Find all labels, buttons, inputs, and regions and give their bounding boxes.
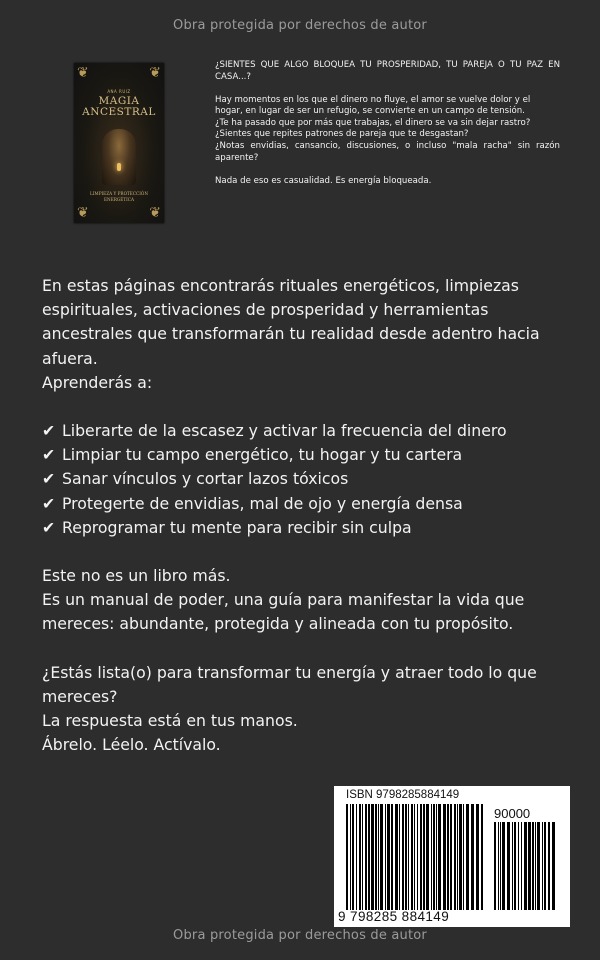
barcode-bar bbox=[481, 804, 483, 910]
cover-title-line: MAGIA bbox=[98, 95, 140, 107]
barcode-bar bbox=[417, 804, 418, 910]
checklist-item-label: Sanar vínculos y cortar lazos tóxicos bbox=[62, 469, 349, 489]
barcode-bar bbox=[436, 804, 437, 910]
barcode-bar bbox=[466, 804, 469, 910]
intro-question: ¿Te ha pasado que por más que trabajas, el dinero se va sin dejar rastro? bbox=[215, 117, 531, 128]
intro-question: ¿Sientes que repites patrones de pareja que te desgastan? bbox=[215, 129, 469, 140]
checkmark-icon: ✔ bbox=[42, 493, 56, 513]
barcode-bar bbox=[352, 804, 354, 910]
barcode-bar bbox=[476, 804, 479, 910]
checkmark-icon: ✔ bbox=[42, 517, 56, 537]
barcode-bar bbox=[402, 804, 404, 910]
barcode-bar bbox=[399, 804, 400, 910]
barcode-bar bbox=[494, 822, 496, 910]
barcode-bar bbox=[438, 804, 441, 910]
description-paragraph bbox=[42, 274, 562, 395]
addon-barcode-bars bbox=[494, 822, 556, 910]
checklist-item-label: Limpiar tu campo energético, tu hogar y tu cartera bbox=[62, 445, 463, 465]
barcode-bar bbox=[371, 804, 374, 910]
barcode-bar bbox=[548, 822, 550, 910]
barcode-bar bbox=[443, 804, 446, 910]
description-text: ¿Estás lista(o) para transformar tu energía y atraer todo lo que mereces? bbox=[42, 662, 537, 706]
barcode-bar bbox=[512, 822, 513, 910]
checkmark-icon: ✔ bbox=[42, 421, 56, 441]
barcode-bar bbox=[502, 822, 505, 910]
barcode-bar bbox=[500, 822, 501, 910]
isbn-label: ISBN 9798285884149 bbox=[346, 789, 460, 801]
barcode-bar bbox=[368, 804, 370, 910]
barcode-bars bbox=[346, 804, 486, 910]
barcode-bar bbox=[542, 822, 543, 910]
cover-subtitle-line: LIMPIEZA Y PROTECCIÓN bbox=[89, 191, 149, 196]
barcode-bar bbox=[544, 822, 546, 910]
barcode-bar bbox=[359, 804, 361, 910]
barcode-bar bbox=[433, 804, 435, 910]
barcode-bar bbox=[459, 804, 462, 910]
learn-lead-in: Aprenderás a: bbox=[42, 372, 153, 392]
barcode-bar bbox=[431, 804, 432, 910]
barcode-digits: 9 798285 884149 bbox=[338, 909, 450, 924]
barcode-bar bbox=[365, 804, 367, 910]
description-text: En estas páginas encontrarás rituales energéticos, limpiezas espirituales, activaciones de prosperidad y herramientas ancestrales que transformarán tu realidad desde adentro hacia afuera. bbox=[42, 276, 540, 368]
barcode-bar bbox=[457, 804, 458, 910]
copyright-watermark-top: Obra protegida por derechos de autor bbox=[173, 18, 427, 33]
barcode-bar bbox=[537, 822, 540, 910]
barcode-bar bbox=[524, 822, 527, 910]
intro-closing: Nada de eso es casualidad. Es energía bloqueada. bbox=[215, 175, 432, 186]
barcode-bar bbox=[411, 804, 413, 910]
description-text: La respuesta está en tus manos. bbox=[42, 711, 298, 731]
checkmark-icon: ✔ bbox=[42, 445, 56, 465]
barcode-bar bbox=[532, 822, 534, 910]
barcode-bar bbox=[423, 804, 425, 910]
description-text: Este no es un libro más. bbox=[42, 566, 231, 586]
barcode-bar bbox=[518, 822, 519, 910]
intro-text: Hay momentos en los que el dinero no fluye, el amor se vuelve dolor y el hogar, en lugar de ser un refugio, se convierte en un campo de tensión. bbox=[215, 94, 531, 117]
barcode-bar bbox=[471, 804, 474, 910]
barcode-bar bbox=[420, 804, 422, 910]
intro-heading: ¿SIENTES QUE ALGO BLOQUEA TU PROSPERIDAD, TU PAREJA O TU PAZ EN CASA...? bbox=[215, 60, 560, 82]
barcode-bar bbox=[414, 804, 415, 910]
barcode-bar bbox=[391, 804, 393, 910]
barcode-bar bbox=[528, 822, 531, 910]
checkmark-icon: ✔ bbox=[42, 469, 56, 489]
book-cover-thumbnail bbox=[74, 63, 164, 223]
description-text: Ábrelo. Léelo. Actívalo. bbox=[42, 735, 221, 755]
barcode-bar bbox=[375, 804, 377, 910]
barcode-bar bbox=[346, 804, 348, 910]
cover-subtitle bbox=[74, 191, 164, 202]
barcode-bar bbox=[507, 822, 510, 910]
checklist-item bbox=[42, 516, 562, 540]
cover-title bbox=[74, 96, 164, 118]
checklist-item-label: Protegerte de envidias, mal de ojo y energía densa bbox=[62, 493, 463, 513]
corner-ornament-icon: ❦ bbox=[149, 65, 161, 81]
checklist-item bbox=[42, 419, 562, 443]
copyright-watermark-bottom: Obra protegida por derechos de autor bbox=[173, 928, 427, 943]
barcode-bar bbox=[350, 804, 351, 910]
barcode-bar bbox=[385, 804, 386, 910]
benefit-checklist bbox=[42, 419, 562, 540]
barcode-bar bbox=[362, 804, 363, 910]
checklist-item-label: Reprogramar tu mente para recibir sin culpa bbox=[62, 517, 412, 537]
barcode-bar bbox=[521, 822, 522, 910]
description-paragraph bbox=[42, 564, 562, 637]
isbn-barcode bbox=[334, 786, 570, 927]
corner-ornament-icon: ❦ bbox=[149, 205, 161, 221]
checklist-item bbox=[42, 467, 562, 491]
checklist-item bbox=[42, 443, 562, 467]
barcode-bar bbox=[405, 804, 407, 910]
barcode-bar bbox=[395, 804, 398, 910]
main-description bbox=[42, 274, 562, 781]
barcode-bar bbox=[408, 804, 409, 910]
description-text: Es un manual de poder, una guía para manifestar la vida que mereces: abundante, protegida y alineada con tu propósito. bbox=[42, 590, 525, 634]
cover-author: ANA RUIZ bbox=[107, 89, 131, 94]
cover-subtitle-line: ENERGÉTICA bbox=[103, 196, 134, 202]
barcode-bar bbox=[498, 822, 499, 910]
call-to-action bbox=[42, 661, 562, 758]
cover-figure-illustration bbox=[102, 129, 136, 185]
barcode-bar bbox=[387, 804, 390, 910]
intro-paragraph bbox=[215, 95, 560, 165]
barcode-bar bbox=[380, 804, 383, 910]
corner-ornament-icon: ❦ bbox=[77, 65, 89, 81]
intro-question: ¿Notas envidias, cansancio, discusiones, o incluso "mala racha" sin razón aparente? bbox=[215, 141, 560, 163]
checklist-item bbox=[42, 492, 562, 516]
corner-ornament-icon: ❦ bbox=[77, 205, 89, 221]
cover-title-line: ANCESTRAL bbox=[82, 106, 156, 118]
intro-blurb bbox=[215, 60, 560, 199]
checklist-item-label: Liberarte de la escasez y activar la frecuencia del dinero bbox=[62, 421, 507, 441]
barcode-bar bbox=[447, 804, 449, 910]
candle-icon bbox=[117, 163, 121, 171]
barcode-bar bbox=[535, 822, 536, 910]
barcode-bar bbox=[463, 804, 464, 910]
price-code: 90000 bbox=[494, 806, 531, 821]
barcode-bar bbox=[552, 822, 555, 910]
barcode-bar bbox=[454, 804, 456, 910]
barcode-bar bbox=[450, 804, 452, 910]
barcode-bar bbox=[426, 804, 429, 910]
barcode-bar bbox=[378, 804, 379, 910]
barcode-bar bbox=[514, 822, 516, 910]
barcode-bar bbox=[356, 804, 357, 910]
